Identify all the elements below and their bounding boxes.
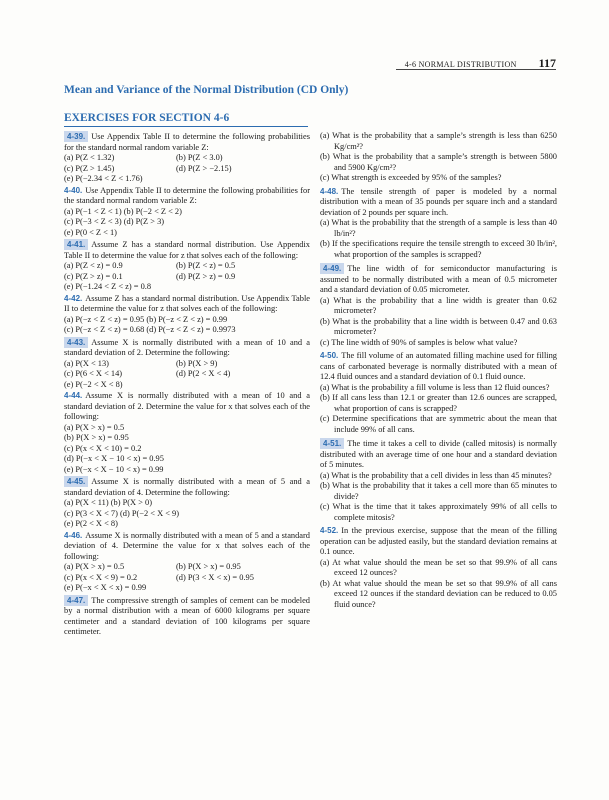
exercise-number: 4-43. xyxy=(64,337,88,348)
exercise xyxy=(320,526,557,610)
exercise-statement xyxy=(64,131,310,153)
exercise-part: (b) If all cans less than 12.1 or greater than 12.6 ounces are scrapped, what proportion of cans is scrapped? xyxy=(320,393,557,413)
exercise-statement xyxy=(320,187,557,219)
exercise-number: 4-49. xyxy=(320,263,344,274)
exercise-parts xyxy=(64,315,310,336)
exercise xyxy=(64,476,310,530)
exercise-text: Assume X is normally distributed with a mean of 5 and a standard deviation of 4. Determine the value for x that solves each of the following: xyxy=(64,530,310,561)
exercise xyxy=(64,337,310,391)
exercise-part: (b) If the specifications require the tensile strength to exceed 30 lb/in², what proportion of the samples is scrapped? xyxy=(320,239,557,259)
exercise-parts xyxy=(320,471,557,524)
exercise-part xyxy=(176,174,310,185)
exercise-part: (c) P(3 < X < 7) (d) P(−2 < X < 9) xyxy=(64,508,180,518)
exercise-text: Use Appendix Table II to determine the following probabilities for the standard normal random variable Z: xyxy=(64,132,310,152)
exercise-text: Use Appendix Table II to determine the following probabilities for the standard normal random variable Z: xyxy=(64,185,310,205)
exercise-part: (c) Determine specifications that are symmetric about the mean that include 99% of all cans. xyxy=(320,414,557,434)
exercise xyxy=(320,187,557,261)
section-title: Mean and Variance of the Normal Distribution (CD Only) xyxy=(64,84,349,96)
exercise-statement xyxy=(64,294,310,315)
exercise-part: (c) What strength is exceeded by 95% of the samples? xyxy=(320,173,502,182)
exercise-part: (e) P(2 < X < 8) xyxy=(64,519,118,528)
exercise-number: 4-52. xyxy=(320,526,339,535)
exercise-part: (c) P(−3 < Z < 3) (d) P(Z > 3) xyxy=(64,217,165,226)
exercise-part: (c) P(−z < Z < z) = 0.68 (d) P(−z < Z < z) = 0.9973 xyxy=(64,325,236,334)
exercise-statement xyxy=(64,476,310,498)
exercise-parts xyxy=(64,359,310,391)
exercise-part: (c) What is the time that it takes approximately 99% of all cells to complete mitosis? xyxy=(320,502,557,522)
exercise-part: (c) P(x < X < 9) = 0.2 xyxy=(64,572,138,582)
exercise-text: In the previous exercise, suppose that the mean of the filling operation can be adjusted easily, but the standard deviation remains at 0.1 ounce. xyxy=(320,526,557,556)
exercise-part: (a) At what value should the mean be set so that 99.9% of all cans exceed 12 ounces? xyxy=(320,557,557,577)
running-head-section: 4-6 NORMAL DISTRIBUTION xyxy=(404,60,517,69)
exercise xyxy=(64,239,310,293)
exercise xyxy=(64,391,310,475)
exercise-part: (a) P(X < 11) (b) P(X > 0) xyxy=(64,498,152,507)
exercise-part: (e) P(−1.24 < Z < z) = 0.8 xyxy=(64,282,152,291)
exercise-part: (a) What is the probability that a cell divides in less than 45 minutes? xyxy=(320,470,552,480)
exercise-statement xyxy=(64,531,310,563)
exercise-part: (a) What is the probability that the strength of a sample is less than 40 lb/in²? xyxy=(320,218,557,238)
exercise-part: (e) P(0 < Z < 1) xyxy=(64,227,117,237)
exercise-part: (a) What is the probability a fill volume is less than 12 fluid ounces? xyxy=(320,382,550,392)
exercise-part: (b) P(Z < z) = 0.5 xyxy=(176,261,236,270)
exercise-part: (a) What is the probability that a sample’s strength is less than 6250 Kg/cm²? xyxy=(320,131,557,151)
exercise-part xyxy=(176,207,310,218)
exercise-part xyxy=(176,583,310,594)
exercise-part: (c) P(Z > 1.45) xyxy=(64,163,115,173)
exercise-part: (b) P(X > 9) xyxy=(176,358,218,368)
exercise-part: (c) The line width of 90% of samples is below what value? xyxy=(320,337,518,347)
exercise-number: 4-47. xyxy=(64,595,88,606)
exercise-statement xyxy=(320,263,557,296)
exercise-statement xyxy=(64,337,310,359)
exercise xyxy=(64,531,310,594)
exercise-statement xyxy=(320,351,557,383)
exercise xyxy=(64,131,310,185)
right-column xyxy=(320,131,557,611)
exercise-number: 4-39. xyxy=(64,131,88,142)
exercise-text: Assume X is normally distributed with a mean of 10 and a standard deviation of 2. Determine the value for x that solves each of the following: xyxy=(64,391,310,421)
exercise-part: (d) P(Z > −2.15) xyxy=(176,163,232,173)
exercise-part: (a) What is the probability that a line width is greater than 0.62 micrometer? xyxy=(320,295,557,315)
exercise-parts xyxy=(64,207,310,239)
exercises-heading: EXERCISES FOR SECTION 4-6 xyxy=(64,112,230,124)
exercise-part: (a) P(Z < z) = 0.9 xyxy=(64,261,123,270)
exercise-part: (b) P(X > x) = 0.95 xyxy=(64,433,129,442)
exercise-part: (a) P(Z < 1.32) xyxy=(64,153,115,162)
exercise-part: (b) P(Z < 3.0) xyxy=(176,153,223,162)
exercise-part: (e) P(−2 < X < 8) xyxy=(64,379,123,389)
exercise-number: 4-51. xyxy=(320,438,344,449)
exercise-parts xyxy=(320,218,557,260)
exercise-part: (c) P(Z > z) = 0.1 xyxy=(64,271,123,281)
exercise-part xyxy=(176,282,310,293)
exercise-part xyxy=(176,217,310,228)
exercise-part: (a) P(−z < Z < z) = 0.95 (b) P(−z < Z < z) = 0.99 xyxy=(64,314,228,324)
exercise-text: The fill volume of an automated filling machine used for filling cans of carbonated beverage is normally distributed with a mean of 12.4 fluid ounces and a standard deviation of 0.1 fluid ounce. xyxy=(320,351,557,381)
exercise-text: The line width of for semiconductor manufacturing is assumed to be normally distributed with a mean of 0.5 micrometer and a standard deviation of 0.05 micrometer. xyxy=(320,264,557,294)
exercise-parts xyxy=(64,562,310,594)
exercise-part: (a) P(X > x) = 0.5 xyxy=(64,562,125,571)
exercise-text: Assume Z has a standard normal distribution. Use Appendix Table II to determine the value for z that solves each of the following: xyxy=(64,293,310,313)
exercise-part xyxy=(176,228,310,239)
exercise-number: 4-42. xyxy=(64,293,83,303)
exercise-part: (c) P(6 < X < 14) xyxy=(64,369,123,378)
exercise-number: 4-40. xyxy=(64,185,83,195)
exercise xyxy=(64,186,310,239)
exercise-number: 4-44. xyxy=(64,391,83,400)
exercise-parts xyxy=(320,296,557,349)
page-number: 117 xyxy=(538,56,556,70)
exercise-part: (a) P(X < 13) xyxy=(64,358,109,368)
exercise-part: (d) P(Z > z) = 0.9 xyxy=(176,271,236,281)
exercise-part: (b) What is the probability that a sample’s strength is between 5800 and 5900 Kg/cm²? xyxy=(320,152,557,172)
exercise-part: (d) P(2 < X < 4) xyxy=(176,369,231,378)
exercise-number: 4-50. xyxy=(320,351,339,360)
exercise-text: Assume X is normally distributed with a mean of 5 and a standard deviation of 4. Determine the following: xyxy=(64,477,310,497)
exercise xyxy=(320,351,557,435)
exercise-part: (b) P(X > x) = 0.95 xyxy=(176,562,241,571)
exercise-parts xyxy=(64,498,310,530)
exercise-part: (e) P(−2.34 < Z < 1.76) xyxy=(64,174,143,183)
exercise-text: The compressive strength of samples of cement can be modeled by a normal distribution with a mean of 6000 kilograms per square centimeter and a standard deviation of 100 kilograms per square centimeter. xyxy=(64,595,310,636)
exercise-statement xyxy=(64,391,310,423)
exercise-number: 4-46. xyxy=(64,530,83,540)
exercise-statement xyxy=(64,239,310,261)
exercise xyxy=(320,438,557,523)
exercise-number: 4-45. xyxy=(64,476,88,487)
exercise xyxy=(320,263,557,348)
exercise-part: (e) P(−x < X < x) = 0.99 xyxy=(64,583,147,592)
exercise-part: (a) P(X > x) = 0.5 xyxy=(64,422,125,432)
exercise-part: (e) P(−x < X − 10 < x) = 0.99 xyxy=(64,464,164,474)
exercise-part: (b) What is the probability that it takes a cell more than 65 minutes to divide? xyxy=(320,481,557,501)
exercise-text: The time it takes a cell to divide (called mitosis) is normally distributed with an average time of one hour and a standard deviation of 5 minutes. xyxy=(320,439,557,469)
exercise-part: (a) P(−1 < Z < 1) (b) P(−2 < Z < 2) xyxy=(64,206,182,216)
exercise-part: (d) P(3 < X < x) = 0.95 xyxy=(176,572,254,582)
exercise-statement xyxy=(320,526,557,558)
exercise-statement xyxy=(64,186,310,207)
exercise-number: 4-48. xyxy=(320,186,339,196)
exercise-part: (b) At what value should the mean be set so that 99.9% of all cans exceed 12 ounces if the standard deviation can be reduced to 0.05 fluid ounce? xyxy=(320,578,557,609)
exercises-heading-rule xyxy=(64,126,308,127)
exercise-parts xyxy=(320,383,557,436)
header-rule xyxy=(396,69,556,70)
exercise-statement xyxy=(320,438,557,471)
exercise-part: (c) P(x < X < 10) = 0.2 xyxy=(64,443,142,453)
exercise-text: The tensile strength of paper is modeled by a normal distribution with a mean of 35 pounds per square inch and a standard deviation of 2 pounds per square inch. xyxy=(320,186,557,217)
left-column xyxy=(64,131,310,639)
exercise-part xyxy=(176,380,310,391)
exercise-text: Assume X is normally distributed with a mean of 10 and a standard deviation of 2. Determine the following: xyxy=(64,337,310,357)
exercise-parts xyxy=(64,423,310,476)
exercise-text: Assume Z has a standard normal distribution. Use Appendix Table II to determine the value for z that solves each of the following: xyxy=(64,240,310,260)
continued-parts xyxy=(320,131,557,184)
exercise-number: 4-41. xyxy=(64,239,88,250)
exercise-parts xyxy=(320,558,557,611)
exercise xyxy=(64,294,310,336)
exercise-parts xyxy=(64,261,310,293)
exercise-part: (d) P(−x < X − 10 < x) = 0.95 xyxy=(64,454,164,463)
exercise xyxy=(64,595,310,638)
exercise-statement xyxy=(64,595,310,638)
exercise-part: (b) What is the probability that a line width is between 0.47 and 0.63 micrometer? xyxy=(320,316,557,336)
exercise-parts xyxy=(64,153,310,185)
